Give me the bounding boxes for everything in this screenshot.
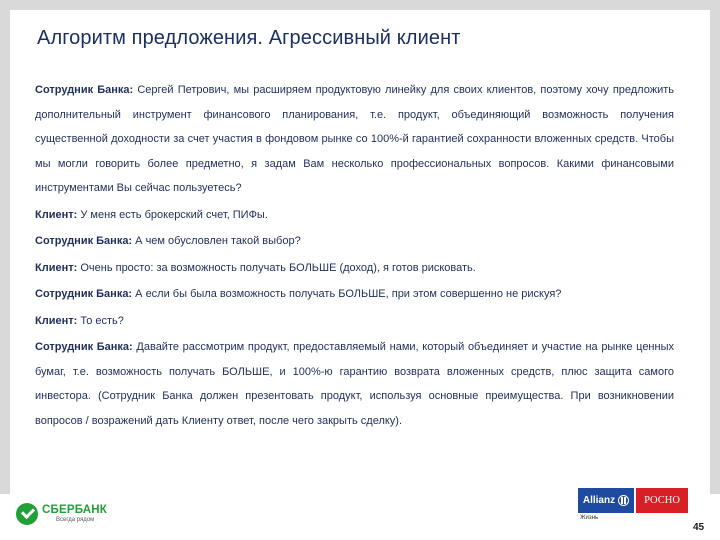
- speaker-label: Сотрудник Банка:: [35, 288, 133, 300]
- dialogue-text: У меня есть брокерский счет, ПИФы.: [80, 208, 268, 221]
- allianz-logo: [578, 488, 634, 513]
- dialogue-text: А если бы была возможность получать БОЛЬШЕ, при этом совершенно не рискуя?: [135, 288, 562, 300]
- dialogue-line: [35, 256, 674, 281]
- rosno-logo: РОСНО: [636, 488, 688, 513]
- allianz-rosno-logo: [578, 484, 688, 522]
- dialogue-line: [35, 309, 674, 334]
- allianz-eagle-icon: [618, 495, 629, 506]
- allianz-logo-name: Allianz: [582, 495, 616, 506]
- dialogue-line: [35, 335, 674, 433]
- dialogue-line: [35, 203, 674, 228]
- speaker-label: Клиент:: [35, 208, 78, 221]
- dialogue-line: [35, 78, 674, 201]
- sberbank-logo-name: СБЕРБАНК: [42, 504, 107, 516]
- dialogue-text: А чем обусловлен такой выбор?: [135, 235, 301, 247]
- dialogue-text: Давайте рассмотрим продукт, предоставляемый нами, который объединяет и участие на рынке ценных бумаг, т.е. возможность получать БОЛЬШЕ, и 100%-ю гарантию возврата вложенных средств, плюс защита самого инвестора. (Сотрудник Банка должен презентовать продукт, используя основные преимущества. При возникновении вопросов / возражений дать Клиенту ответ, после чего закрыть сделку).: [35, 341, 674, 427]
- speaker-label: Сотрудник Банка:: [35, 235, 133, 247]
- speaker-label: Клиент:: [35, 261, 78, 274]
- partner-logo-subtitle: Жизнь: [580, 515, 599, 521]
- sberbank-logo-icon: [16, 503, 38, 525]
- page-number: 45: [693, 522, 705, 533]
- slide-title: Алгоритм предложения. Агрессивный клиент: [37, 27, 461, 49]
- sberbank-logo-slogan: Всегда рядом: [56, 517, 95, 523]
- dialogue-line: [35, 229, 674, 254]
- dialogue-text: То есть?: [80, 314, 124, 327]
- dialogue-block: [35, 78, 674, 433]
- dialogue-text: Очень просто: за возможность получать БОЛЬШЕ (доход), я готов рисковать.: [80, 261, 476, 274]
- dialogue-line: [35, 282, 674, 307]
- speaker-label: Клиент:: [35, 314, 78, 327]
- speaker-label: Сотрудник Банка:: [35, 341, 133, 353]
- speaker-label: Сотрудник Банка:: [35, 84, 134, 96]
- dialogue-text: Сергей Петрович, мы расширяем продуктовую линейку для своих клиентов, поэтому хочу предложить дополнительный инструмент финансового планирования, т.е. продукт, объединяющий возможность получения существенной доходности за счет участия в фондовом рынке со 100%-й гарантией сохранности вложенных средств. Чтобы мы могли говорить более предметно, я задам Вам несколько профессиональных вопросов. Какими финансовыми инструментами Вы сейчас пользуетесь?: [35, 84, 674, 194]
- sberbank-logo: [16, 500, 108, 528]
